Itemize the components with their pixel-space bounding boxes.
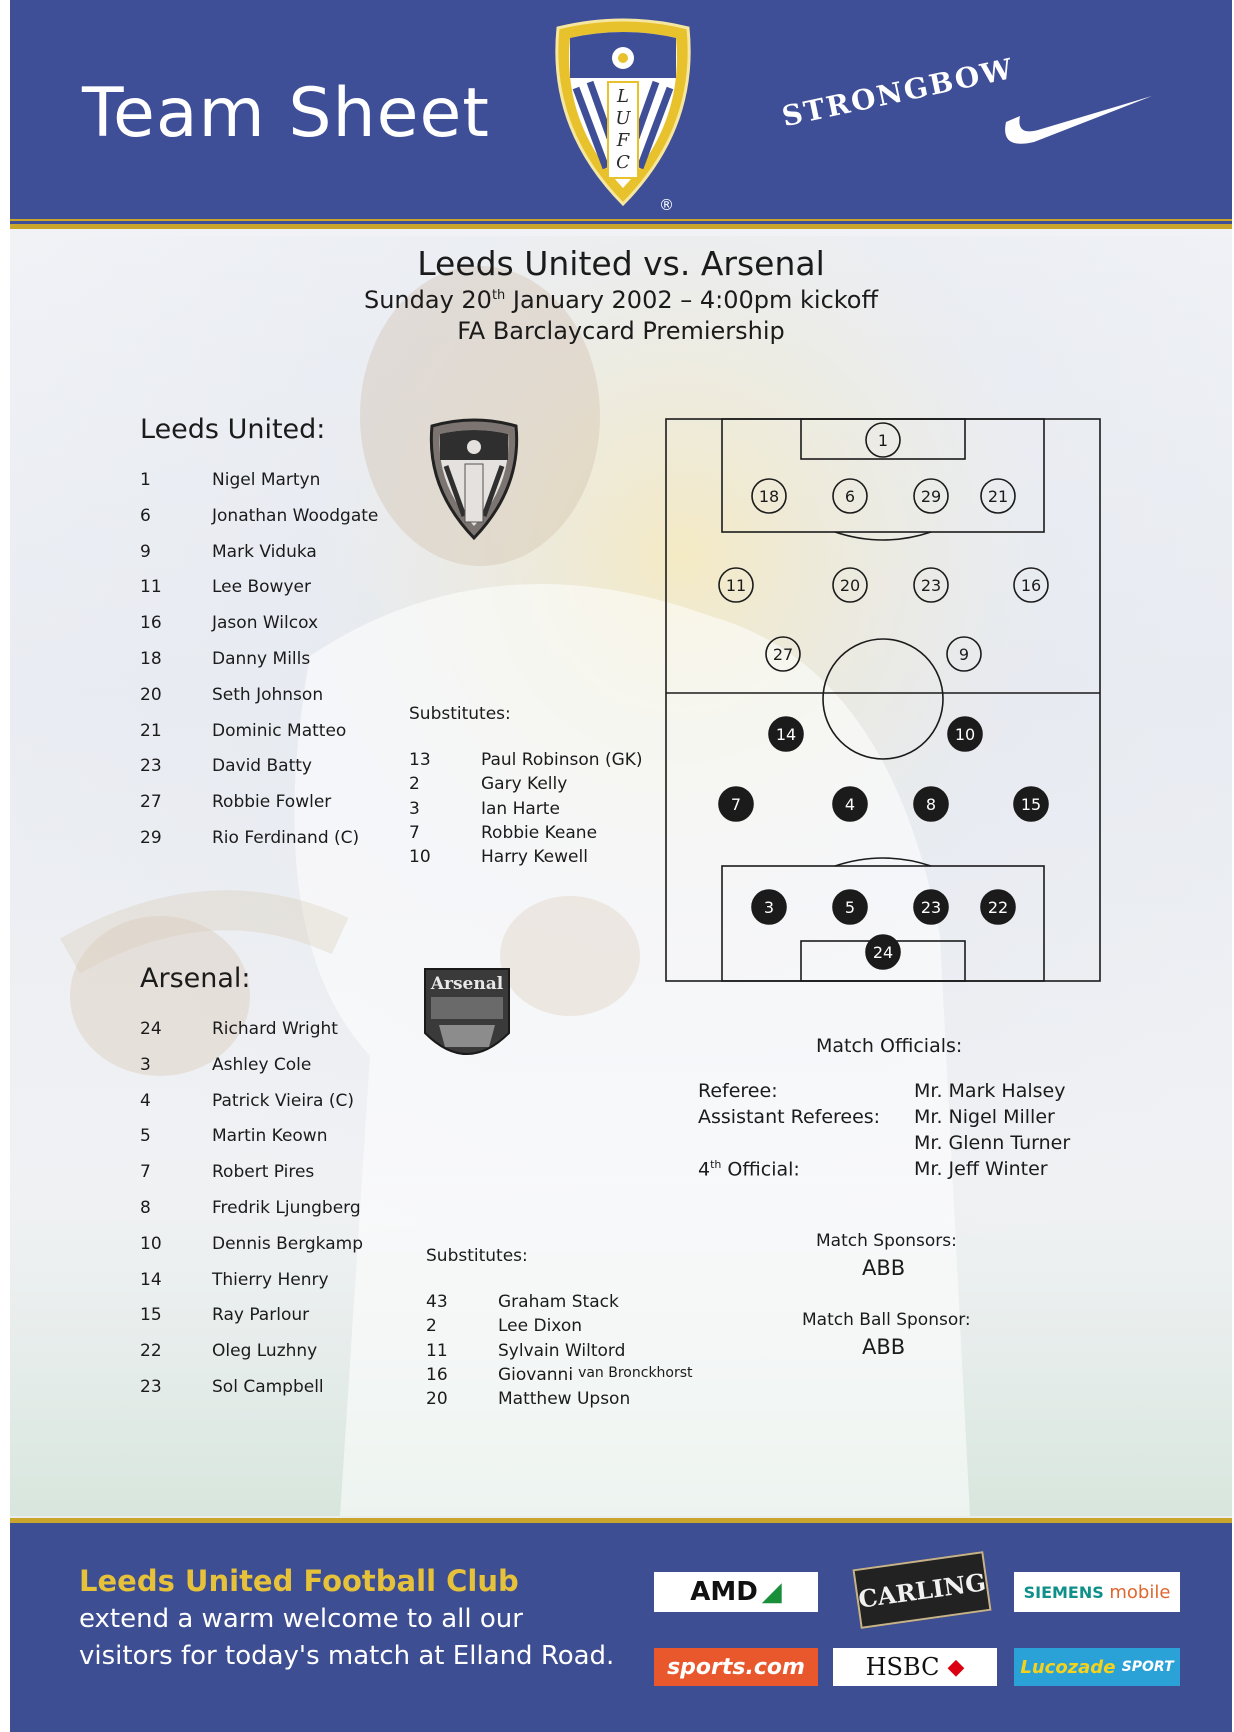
away-marker-number: 15 (1020, 795, 1042, 814)
away-marker-number: 7 (730, 795, 742, 814)
leeds-subs-row (409, 847, 643, 871)
home-player-marker (914, 568, 948, 602)
lucozade-sport-logo (1014, 1648, 1180, 1686)
player-name: Fredrik Ljungberg (212, 1197, 361, 1218)
centre-circle (823, 639, 943, 759)
shirt-number: 18 (140, 648, 162, 669)
crest-letter-c: C (616, 152, 630, 173)
home-marker-number: 9 (958, 645, 970, 664)
home-marker-number: 1 (877, 431, 889, 450)
amd-arrow-icon: ◢ (761, 1577, 782, 1607)
home-player-marker (947, 637, 981, 671)
arsenal-player-list (140, 1019, 363, 1413)
arsenal-players-row (140, 1162, 363, 1198)
away-player-marker (1014, 787, 1048, 821)
shirt-number: 29 (140, 827, 162, 848)
arsenal-subs-row (426, 1389, 693, 1413)
player-name: Patrick Vieira (C) (212, 1090, 354, 1111)
registered-mark: ® (659, 196, 674, 214)
carling-logo-text: CARLING (856, 1566, 988, 1614)
player-name: Ashley Cole (212, 1054, 312, 1075)
hsbc-logo (833, 1648, 997, 1686)
shirt-number: 8 (140, 1197, 151, 1218)
shirt-number: 21 (140, 720, 162, 741)
arsenal-subs-row (426, 1365, 693, 1389)
player-name: Sylvain Wiltord (498, 1340, 626, 1361)
arsenal-players-row (140, 1019, 363, 1055)
date-text: Sunday 20 (363, 286, 492, 314)
arsenal-crest-icon (419, 963, 515, 1079)
footer-club-name: Leeds United Football Club (79, 1564, 519, 1598)
home-marker-number: 20 (839, 576, 861, 595)
home-marker-number: 11 (725, 576, 747, 595)
shirt-number: 2 (409, 774, 420, 795)
home-player-marker (719, 568, 753, 602)
formation-pitch (665, 418, 1105, 988)
siemens-mobile-logo (1014, 1572, 1180, 1612)
player-name: Gary Kelly (481, 774, 568, 795)
leeds-players-row (140, 613, 378, 649)
player-name: Ian Harte (481, 798, 560, 819)
away-marker-number: 24 (872, 943, 894, 962)
shirt-number: 7 (140, 1162, 151, 1183)
player-name: Richard Wright (212, 1019, 338, 1039)
date-ordinal: th (491, 288, 506, 303)
sports-com-logo (654, 1648, 818, 1686)
fourth-text: Official: (721, 1158, 800, 1181)
shirt-number: 23 (140, 1376, 162, 1397)
siemens-logo-text: SIEMENS (1023, 1582, 1104, 1602)
shirt-number: 11 (140, 577, 162, 598)
match-ball-sponsor-heading: Match Ball Sponsor: (802, 1310, 971, 1330)
fixture-title: Leeds United vs. Arsenal (417, 244, 825, 283)
leeds-players-row (140, 649, 378, 685)
lufc-crest-icon (546, 18, 700, 212)
away-player-marker (833, 890, 867, 924)
player-name: Matthew Upson (498, 1389, 631, 1410)
date-rest: January 2002 – 4:00pm kickoff (505, 286, 879, 314)
assistant-referees-label: Assistant Referees: (698, 1106, 881, 1128)
shirt-number: 3 (140, 1054, 151, 1075)
shirt-sponsor-text: STRONGBOW (779, 51, 1018, 134)
player-name: Ray Parlour (212, 1305, 310, 1326)
carling-logo (852, 1551, 991, 1629)
shirt-number: 15 (140, 1305, 162, 1326)
arsenal-players-row (140, 1377, 363, 1413)
home-marker-number: 29 (920, 487, 942, 506)
home-player-marker (766, 637, 800, 671)
nike-swoosh-icon (1004, 92, 1154, 152)
player-name: Graham Stack (498, 1292, 619, 1312)
arsenal-heading: Arsenal: (140, 963, 251, 994)
competition: FA Barclaycard Premiership (457, 317, 785, 345)
leeds-players-row (140, 577, 378, 613)
leeds-subs-row (409, 799, 643, 823)
player-name: Oleg Luzhny (212, 1341, 318, 1362)
player-name: Mark Viduka (212, 541, 317, 562)
away-marker-number: 23 (920, 898, 942, 917)
player-name: Paul Robinson (GK) (481, 750, 643, 770)
home-marker-number: 16 (1020, 576, 1042, 595)
header-banner (10, 0, 1232, 229)
shirt-number: 13 (409, 750, 431, 770)
shirt-number: 3 (409, 798, 420, 819)
arsenal-players-row (140, 1198, 363, 1234)
player-name: Martin Keown (212, 1126, 328, 1147)
referee-label: Referee: (698, 1080, 778, 1102)
home-marker-number: 18 (758, 487, 780, 506)
away-marker-number: 3 (763, 898, 775, 917)
header-divider (10, 224, 1232, 229)
leeds-players-row (140, 828, 378, 864)
leeds-crest-icon (424, 418, 524, 546)
shirt-number: 22 (140, 1341, 162, 1362)
player-name: Jonathan Woodgate (212, 505, 379, 526)
away-player-marker (752, 890, 786, 924)
player-name: Robbie Keane (481, 822, 598, 843)
shirt-number: 16 (426, 1364, 448, 1385)
page-title: Team Sheet (82, 74, 490, 153)
away-player-marker (866, 935, 900, 969)
shirt-number: 2 (426, 1316, 437, 1337)
match-ball-sponsor-value: ABB (862, 1335, 906, 1359)
shirt-number: 1 (140, 470, 151, 490)
arsenal-subs-row (426, 1341, 693, 1365)
shirt-number: 27 (140, 792, 162, 813)
leeds-players-row (140, 685, 378, 721)
player-name: Danny Mills (212, 648, 311, 669)
assistant-referee-2: Mr. Glenn Turner (914, 1132, 1071, 1154)
arsenal-subs-row (426, 1316, 693, 1340)
pitch-outline (666, 419, 1100, 981)
footer-welcome (79, 1601, 614, 1675)
footer-banner (10, 1518, 1232, 1732)
shirt-number: 20 (140, 684, 162, 705)
away-marker-number: 5 (844, 898, 856, 917)
leeds-subs-heading: Substitutes: (409, 704, 511, 724)
away-player-marker (833, 787, 867, 821)
leeds-players-row (140, 542, 378, 578)
player-name: Rio Ferdinand (C) (212, 827, 360, 848)
away-player-marker (769, 717, 803, 751)
home-marker-number: 6 (844, 487, 856, 506)
away-marker-number: 8 (925, 795, 937, 814)
shirt-number: 16 (140, 613, 162, 634)
home-player-marker (981, 479, 1015, 513)
away-player-marker (914, 890, 948, 924)
shirt-number: 24 (140, 1019, 162, 1039)
away-marker-number: 4 (844, 795, 856, 814)
player-name: Harry Kewell (481, 847, 588, 868)
footer-line-2: visitors for today's match at Elland Road. (79, 1641, 615, 1671)
sports-com-text: sports.com (667, 1654, 805, 1680)
player-name: Dominic Matteo (212, 720, 347, 741)
home-marker-number: 23 (920, 576, 942, 595)
amd-logo (654, 1572, 818, 1612)
away-marker-number: 14 (775, 725, 797, 744)
officials-heading: Match Officials: (816, 1035, 963, 1057)
shirt-number: 4 (140, 1090, 151, 1111)
home-player-marker (1014, 568, 1048, 602)
leeds-subs-row (409, 750, 643, 774)
home-player-marker (833, 479, 867, 513)
shirt-sponsor-logo (779, 52, 1017, 133)
arsenal-subs-list (426, 1292, 693, 1413)
match-info (10, 244, 1232, 345)
lucozade-text: Lucozade (1020, 1656, 1116, 1678)
leeds-player-list (140, 470, 378, 864)
fourth-official-label (698, 1158, 800, 1180)
leeds-players-row (140, 756, 378, 792)
crest-letter-f: F (616, 130, 630, 151)
fourth-ordinal: th (710, 1158, 722, 1171)
shirt-number: 7 (409, 822, 420, 843)
shirt-number: 10 (409, 847, 431, 868)
away-player-marker (914, 787, 948, 821)
player-name: Thierry Henry (212, 1269, 329, 1290)
shirt-number: 10 (140, 1233, 162, 1254)
home-marker-number: 27 (772, 645, 794, 664)
arsenal-players-row (140, 1305, 363, 1341)
player-name: Seth Johnson (212, 684, 324, 705)
home-player-marker (833, 568, 867, 602)
hsbc-hexagon-icon: ◆ (947, 1654, 965, 1680)
shirt-number: 43 (426, 1292, 448, 1312)
away-player-marker (981, 890, 1015, 924)
player-name: Giovanni (498, 1364, 574, 1385)
arsenal-crest-text: Arsenal (430, 974, 504, 994)
referee-name: Mr. Mark Halsey (914, 1080, 1066, 1102)
shirt-number: 6 (140, 505, 151, 526)
footer-divider (10, 1518, 1232, 1523)
assistant-referee-1: Mr. Nigel Miller (914, 1106, 1055, 1128)
shirt-number: 9 (140, 541, 151, 562)
footer-line-1: extend a warm welcome to all our (79, 1604, 523, 1634)
header-divider-thin (10, 219, 1232, 221)
leeds-subs-list (409, 750, 643, 871)
top-penalty-arc (835, 532, 931, 540)
arsenal-players-row (140, 1126, 363, 1162)
shirt-number: 14 (140, 1269, 162, 1290)
arsenal-players-row (140, 1234, 363, 1270)
hsbc-text: HSBC (865, 1653, 940, 1681)
siemens-mobile-text: mobile (1109, 1581, 1171, 1603)
home-player-marker (914, 479, 948, 513)
home-player-marker (752, 479, 786, 513)
shirt-number: 5 (140, 1126, 151, 1147)
fourth-num: 4 (698, 1158, 711, 1181)
shirt-number: 23 (140, 756, 162, 777)
crest-letter-l: L (617, 86, 629, 107)
leeds-players-row (140, 506, 378, 542)
shirt-number: 11 (426, 1340, 448, 1361)
away-player-marker (948, 717, 982, 751)
home-marker-number: 21 (987, 487, 1009, 506)
crest-letter-u: U (615, 108, 631, 129)
leeds-heading: Leeds United: (140, 414, 326, 445)
player-name: Sol Campbell (212, 1376, 324, 1397)
team-sheet (10, 0, 1232, 1732)
player-name: Lee Dixon (498, 1316, 583, 1337)
lucozade-sport-text: SPORT (1121, 1659, 1174, 1675)
away-marker-number: 10 (954, 725, 976, 744)
shirt-number: 20 (426, 1389, 448, 1410)
player-name: Nigel Martyn (212, 470, 321, 490)
arsenal-players-row (140, 1055, 363, 1091)
match-date (10, 286, 1232, 314)
arsenal-subs-heading: Substitutes: (426, 1246, 528, 1266)
player-name-suffix: van Bronckhorst (578, 1364, 693, 1381)
arsenal-players-row (140, 1270, 363, 1306)
leeds-subs-row (409, 823, 643, 847)
home-player-marker (866, 423, 900, 457)
away-player-marker (719, 787, 753, 821)
player-name: Lee Bowyer (212, 577, 311, 598)
arsenal-subs-row (426, 1292, 693, 1316)
bottom-penalty-arc (835, 858, 931, 866)
amd-logo-text: AMD (690, 1577, 758, 1607)
player-name: Jason Wilcox (212, 613, 319, 634)
player-name: Dennis Bergkamp (212, 1233, 363, 1254)
player-name: Robbie Fowler (212, 792, 332, 813)
leeds-subs-row (409, 774, 643, 798)
match-sponsors-heading: Match Sponsors: (816, 1231, 957, 1251)
arsenal-players-row (140, 1341, 363, 1377)
arsenal-players-row (140, 1091, 363, 1127)
match-sponsors-value: ABB (862, 1256, 906, 1280)
leeds-players-row (140, 721, 378, 757)
leeds-players-row (140, 792, 378, 828)
fourth-official-name: Mr. Jeff Winter (914, 1158, 1048, 1180)
leeds-players-row (140, 470, 378, 506)
away-marker-number: 22 (987, 898, 1009, 917)
player-name: David Batty (212, 756, 312, 777)
player-name: Robert Pires (212, 1162, 315, 1183)
